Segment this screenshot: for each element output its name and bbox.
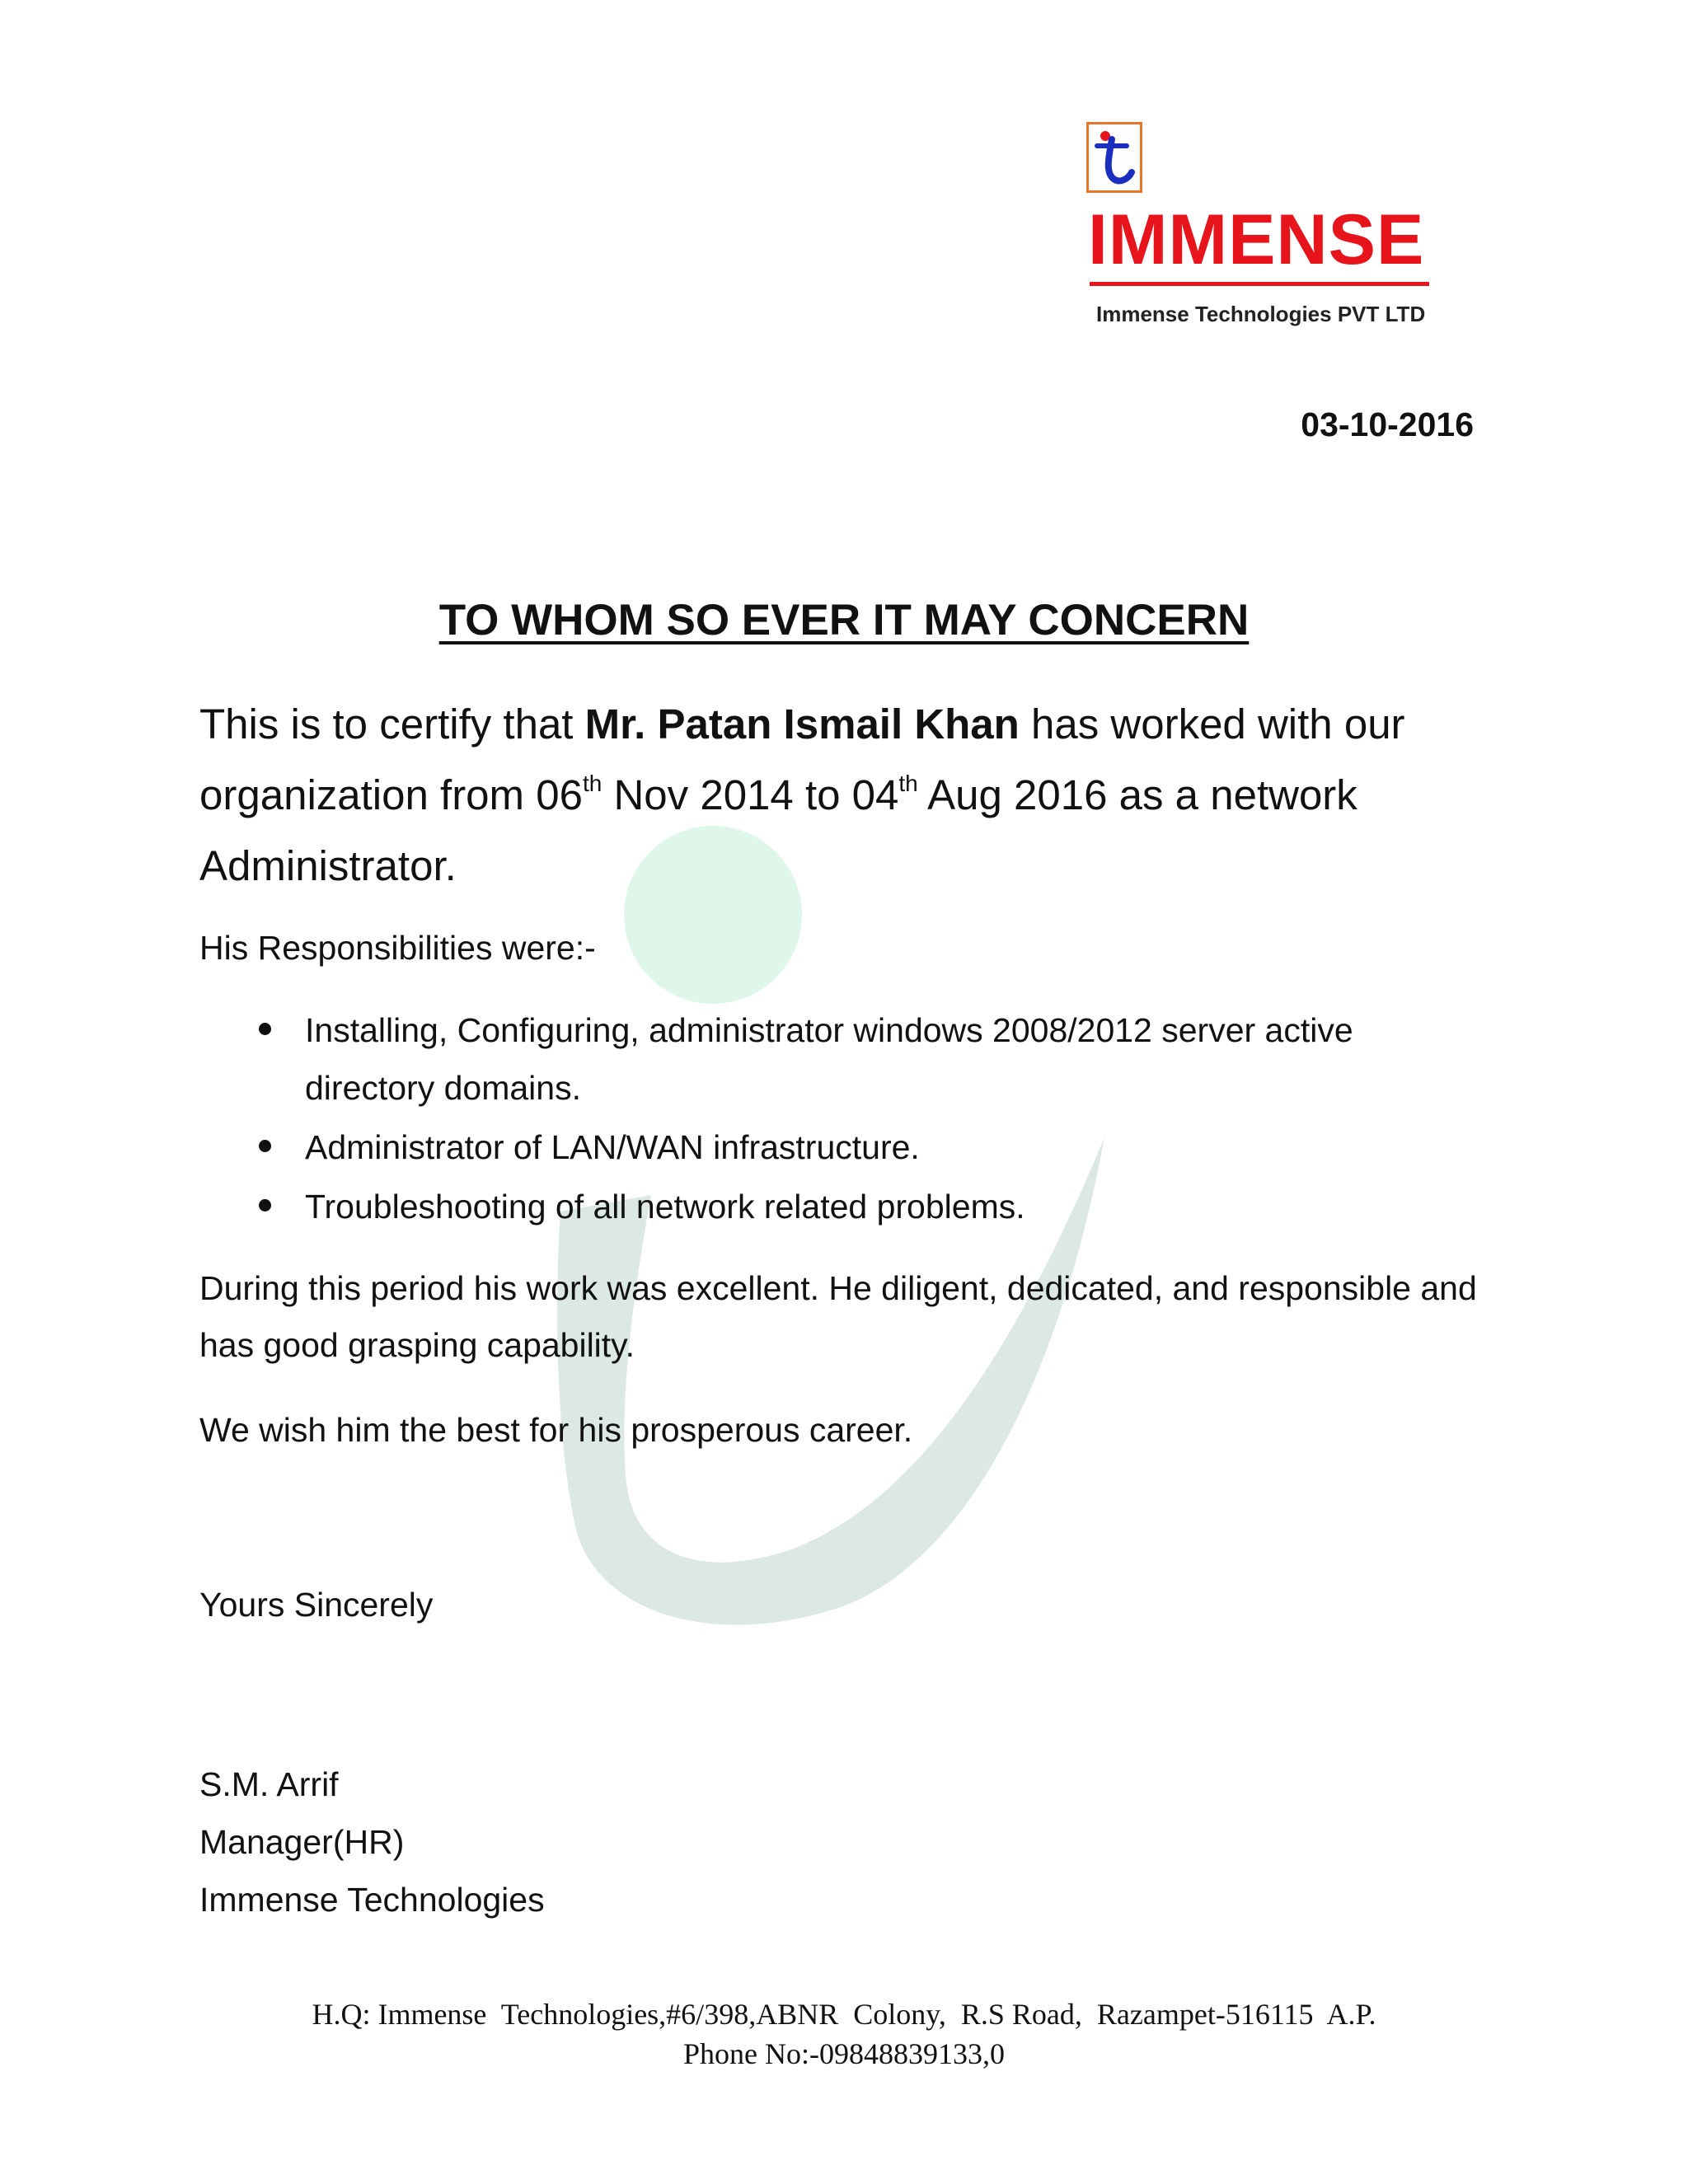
company-full-name: Immense Technologies PVT LTD (1096, 302, 1426, 326)
responsibility-text: Administrator of LAN/WAN infrastructure. (305, 1128, 920, 1166)
responsibilities-list (199, 1001, 1485, 1235)
footer-address: H.Q: Immense Technologies,#6/398,ABNR Colony, R.S Road, Razampet-516115 A.P. (312, 1998, 1376, 2031)
company-logo-block (1086, 122, 1474, 326)
employee-name: Mr. Patan Ismail Khan (584, 701, 1020, 748)
letter-heading (0, 595, 1688, 645)
certification-paragraph (199, 689, 1485, 902)
intro-text-1: This is to certify that (199, 701, 585, 748)
intro-text-2: has worked with our organization from 06 (199, 701, 1405, 818)
letter-body (199, 689, 1485, 1459)
responsibilities-label: His Responsibilities were:- (199, 929, 596, 967)
closing-salutation: Yours Sincerely (199, 1586, 434, 1624)
performance-paragraph: During this period his work was excellent. He diligent, dedicated, and responsible and has good grasping capability. (199, 1269, 1477, 1364)
signatory-company: Immense Technologies (199, 1881, 545, 1919)
intro-text-3: Nov 2014 to 04 (602, 771, 899, 818)
logo-mark-icon (1086, 122, 1142, 193)
brand-name: IMMENSE (1088, 200, 1425, 279)
list-item (199, 1118, 1485, 1176)
responsibility-text: Installing, Configuring, administrator windows 2008/2012 server active directory domains. (305, 1011, 1353, 1107)
bullet-icon (259, 1199, 271, 1212)
heading-text: TO WHOM SO EVER IT MAY CONCERN (438, 596, 1250, 644)
bullet-icon (259, 1023, 271, 1035)
list-item (199, 1178, 1485, 1235)
wish-paragraph: We wish him the best for his prosperous career. (199, 1411, 913, 1449)
signatory-title: Manager(HR) (199, 1823, 405, 1861)
signature-block (199, 1755, 545, 1929)
signatory-name: S.M. Arrif (199, 1765, 339, 1803)
intro-text-4: Aug 2016 as a network Administrator. (199, 771, 1357, 889)
ordinal-suffix-1: th (582, 771, 603, 796)
ordinal-suffix-2: th (898, 771, 918, 796)
letter-footer (0, 1994, 1688, 2074)
footer-phone: Phone No:-09848839133,0 (683, 2037, 1005, 2070)
bullet-icon (259, 1140, 271, 1152)
responsibility-text: Troubleshooting of all network related problems. (305, 1188, 1025, 1226)
letter-date: 03-10-2016 (1301, 405, 1474, 443)
list-item (199, 1001, 1485, 1117)
brand-underline (1090, 282, 1429, 286)
